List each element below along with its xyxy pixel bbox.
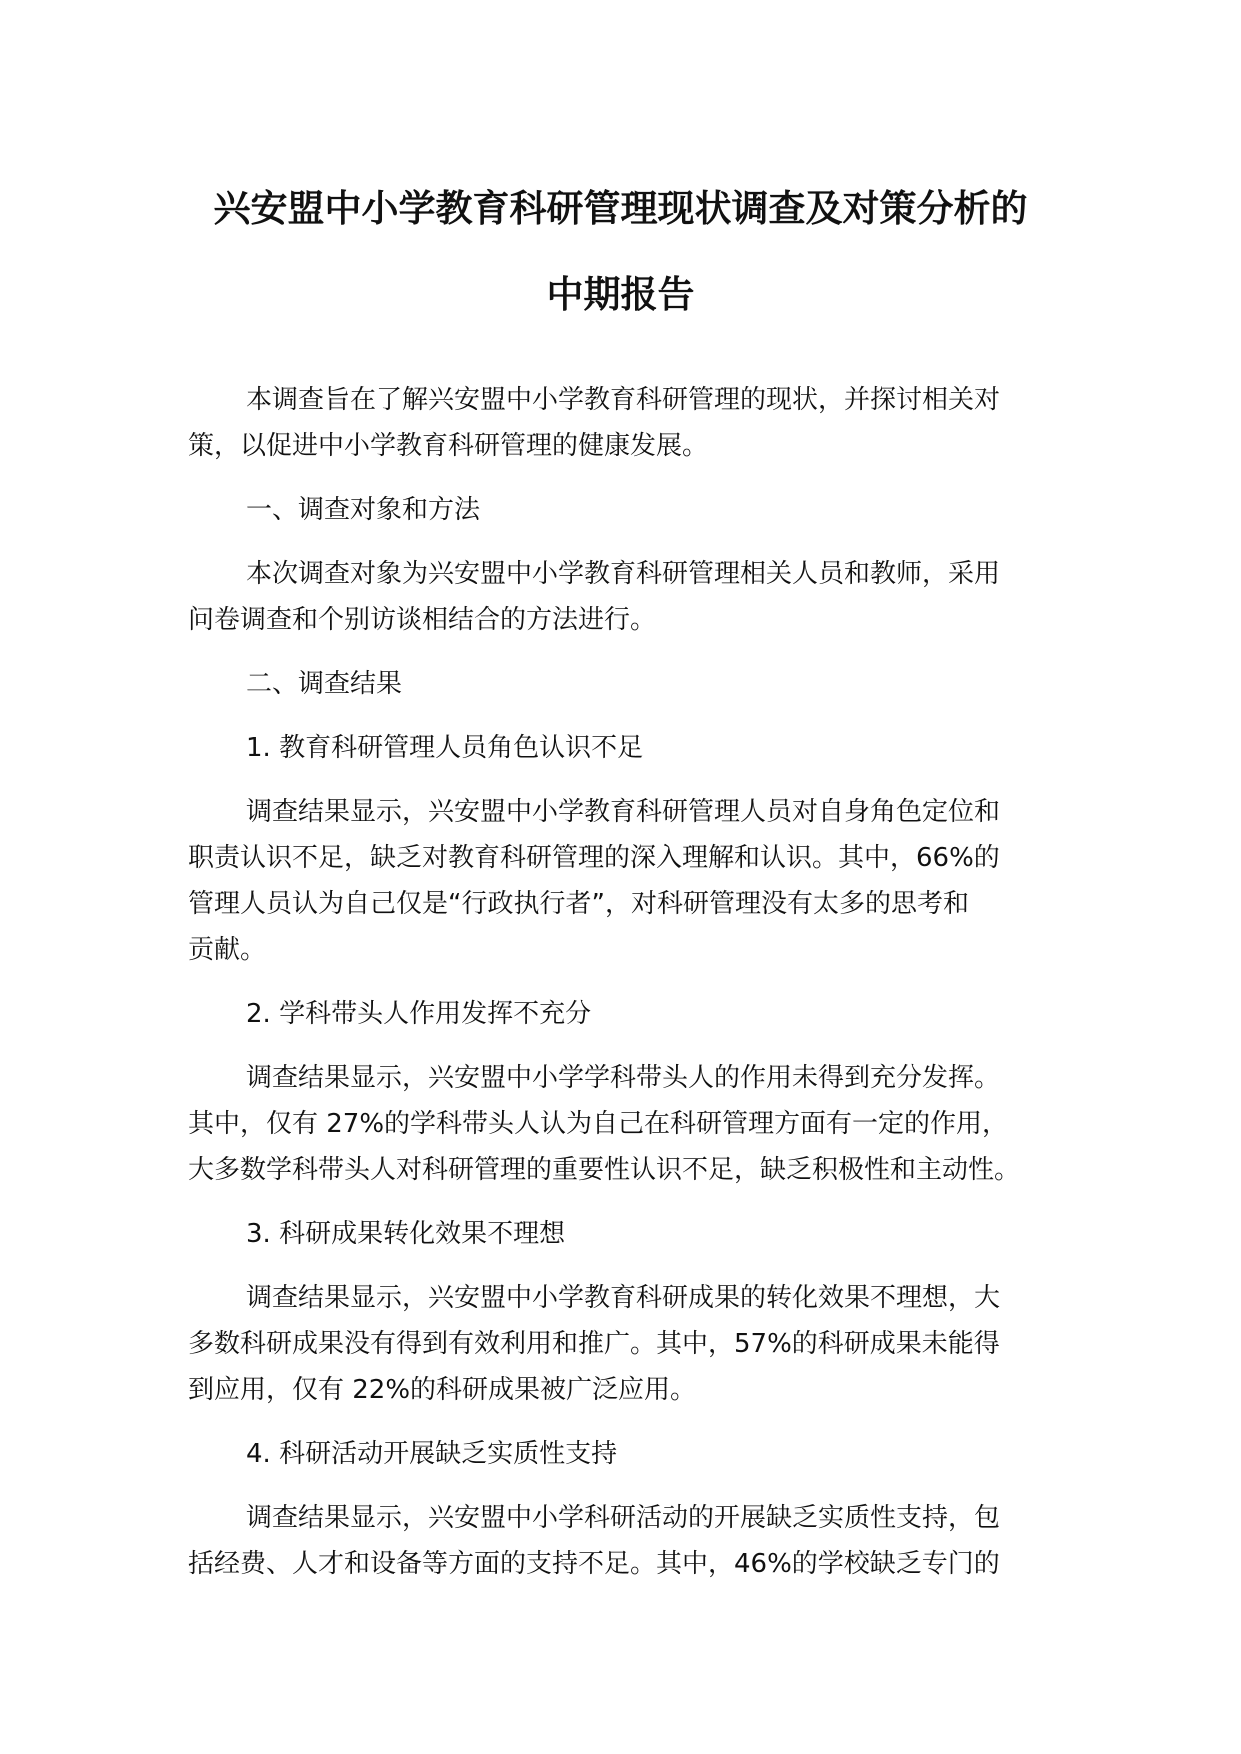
body-line: 调查结果显示，兴安盟中小学学科带头人的作用未得到充分发挥。	[246, 1063, 1001, 1093]
body-line: 到应用，仅有 22%的科研成果被广泛应用。	[188, 1375, 697, 1405]
subsection-heading: 4. 科研活动开展缺乏实质性支持	[246, 1439, 618, 1469]
document-title-line-2: 中期报告	[546, 273, 695, 316]
subsection-heading: 3. 科研成果转化效果不理想	[246, 1219, 566, 1249]
body-line: 多数科研成果没有得到有效利用和推广。其中，57%的科研成果未能得	[188, 1329, 1000, 1359]
body-line: 本次调查对象为兴安盟中小学教育科研管理相关人员和教师，采用	[246, 559, 1001, 589]
body-line: 调查结果显示，兴安盟中小学教育科研成果的转化效果不理想，大	[246, 1283, 1001, 1313]
body-line: 贡献。	[188, 935, 267, 965]
body-line: 括经费、人才和设备等方面的支持不足。其中，46%的学校缺乏专门的	[188, 1549, 1000, 1579]
body-line: 本调查旨在了解兴安盟中小学教育科研管理的现状，并探讨相关对	[246, 385, 1001, 415]
body-line: 调查结果显示，兴安盟中小学教育科研管理人员对自身角色定位和	[246, 797, 1001, 827]
body-line: 问卷调查和个别访谈相结合的方法进行。	[188, 605, 657, 635]
document-title-line-1: 兴安盟中小学教育科研管理现状调查及对策分析的	[213, 187, 1028, 230]
body-line: 职责认识不足，缺乏对教育科研管理的深入理解和认识。其中，66%的	[188, 843, 1000, 873]
subsection-heading: 1. 教育科研管理人员角色认识不足	[246, 733, 644, 763]
body-line: 其中，仅有 27%的学科带头人认为自己在科研管理方面有一定的作用，	[188, 1109, 1009, 1139]
body-line: 策，以促进中小学教育科研管理的健康发展。	[188, 431, 709, 461]
body-line: 管理人员认为自己仅是“行政执行者”，对科研管理没有太多的思考和	[188, 889, 969, 919]
body-line: 调查结果显示，兴安盟中小学科研活动的开展缺乏实质性支持，包	[246, 1503, 1001, 1533]
section-heading: 一、调查对象和方法	[246, 495, 481, 525]
section-heading: 二、调查结果	[246, 669, 403, 699]
subsection-heading: 2. 学科带头人作用发挥不充分	[246, 999, 592, 1029]
body-line: 大多数学科带头人对科研管理的重要性认识不足，缺乏积极性和主动性。	[188, 1155, 1021, 1185]
